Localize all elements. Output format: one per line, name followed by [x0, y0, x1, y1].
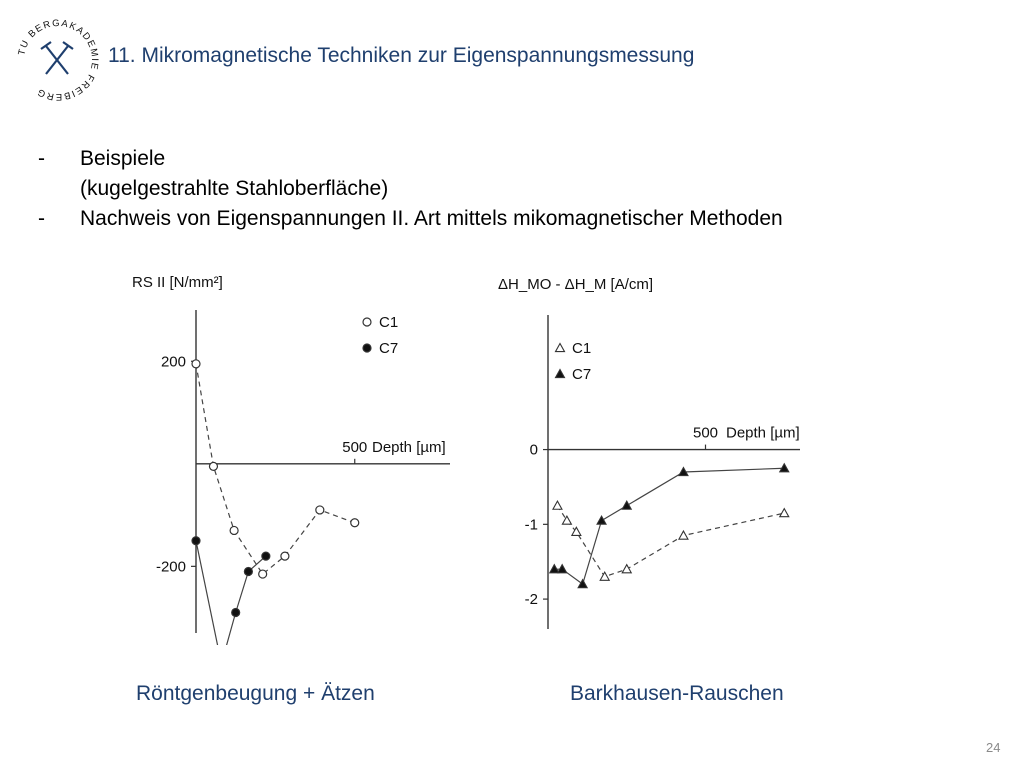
slide-title: 11. Mikromagnetische Techniken zur Eigenspannungsmessung [108, 44, 695, 67]
bullet-list [38, 144, 783, 234]
legend-marker-c1 [556, 344, 565, 352]
bullet-text: Nachweis von Eigenspannungen II. Art mittels mikomagnetischer Methoden [80, 207, 783, 230]
x-tick-label: 500 [342, 438, 368, 456]
caption-barkhausen-noise: Barkhausen-Rauschen [570, 682, 784, 705]
legend-label-c1: C1 [572, 340, 592, 357]
bullet-item [38, 144, 783, 174]
x-tick-label: 500 [692, 424, 719, 442]
legend-marker-c1 [363, 318, 371, 326]
data-point-c7 [244, 567, 252, 575]
bullet-subtext: (kugelgestrahlte Stahloberfläche) [80, 177, 389, 200]
university-seal-logo [14, 16, 102, 104]
series-line-c1 [196, 364, 355, 574]
data-point-c1 [259, 570, 267, 578]
legend-marker-c7 [363, 344, 371, 352]
data-point-c1 [562, 516, 571, 524]
data-point-c7 [232, 608, 240, 616]
page-number: 24 [986, 740, 1001, 755]
residual-stress-chart [110, 255, 460, 645]
bullet-dash: - [38, 147, 45, 170]
y-tick-label: -200 [155, 558, 186, 576]
x-axis-label: Depth [µm] [726, 424, 800, 442]
data-point-c1 [230, 526, 238, 534]
x-axis-label: Depth [µm] [372, 438, 446, 456]
y-axis-label: RS II [N/mm²] [132, 274, 223, 291]
series-line-c7 [196, 541, 266, 645]
data-point-c1 [281, 552, 289, 560]
bullet-item [38, 204, 783, 234]
data-point-c7 [622, 501, 631, 509]
bullet-text: Beispiele [80, 147, 166, 170]
caption-xray-diffraction: Röntgenbeugung + Ätzen [136, 682, 375, 705]
barkhausen-noise-chart [480, 255, 810, 645]
y-tick-label: 200 [160, 353, 186, 371]
data-point-c1 [679, 531, 688, 539]
data-point-c1 [192, 360, 200, 368]
series-line-c1 [557, 506, 784, 577]
y-tick-label: -2 [524, 591, 538, 609]
bullet-dash: - [38, 207, 45, 230]
seal-text: TU BERGAKADEMIE FREIBERG [16, 17, 101, 103]
data-point-c1 [780, 509, 789, 517]
data-point-c1 [553, 501, 562, 509]
hammer-and-pick-icon [41, 42, 73, 74]
data-point-c1 [600, 572, 609, 580]
legend-label-c7: C7 [379, 340, 399, 357]
data-point-c1 [622, 565, 631, 573]
data-point-c7 [597, 516, 606, 524]
y-tick-label: -1 [524, 516, 538, 534]
data-point-c7 [578, 580, 587, 588]
series-line-c7 [554, 468, 784, 584]
y-axis-label: ΔH_MO - ΔH_M [A/cm] [498, 276, 654, 293]
legend-label-c7: C7 [572, 366, 592, 383]
legend-label-c1: C1 [379, 314, 399, 331]
data-point-c7 [192, 537, 200, 545]
data-point-c1 [209, 462, 217, 470]
legend-marker-c7 [556, 370, 565, 378]
data-point-c1 [351, 519, 359, 527]
data-point-c7 [262, 552, 270, 560]
y-tick-label: 0 [529, 441, 538, 459]
data-point-c1 [316, 506, 324, 514]
